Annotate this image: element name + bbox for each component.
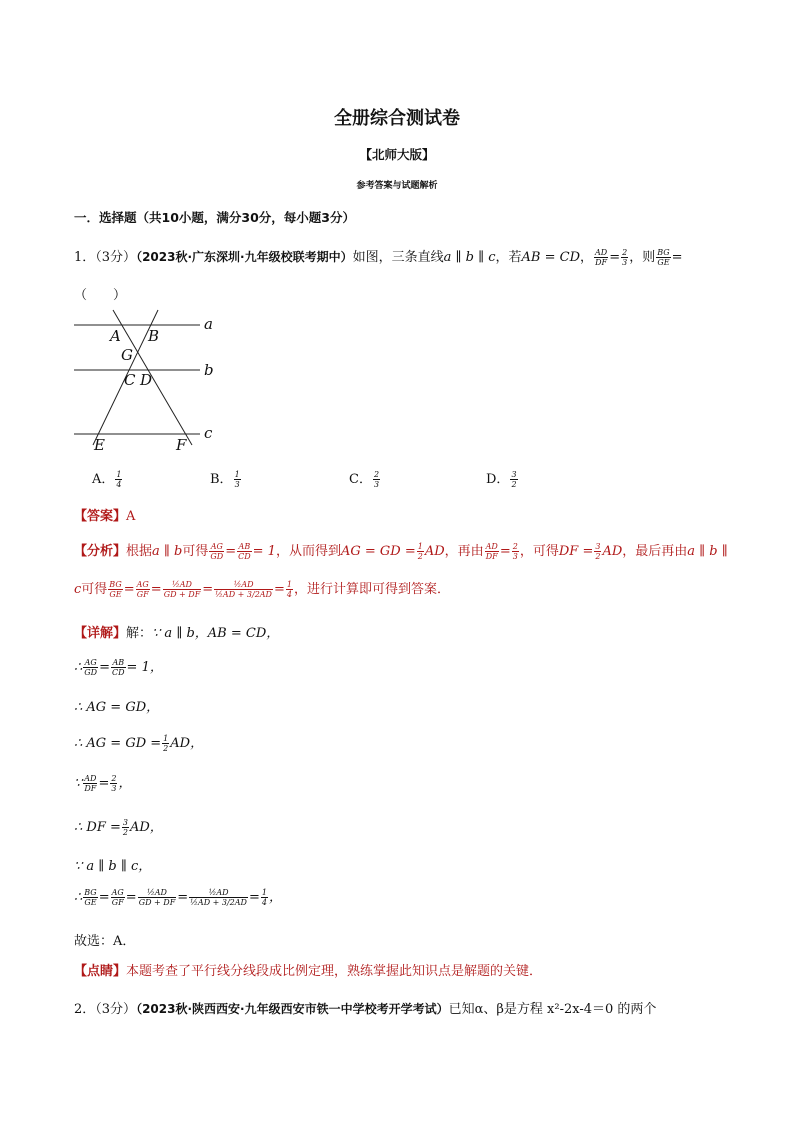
choice-c[interactable]: C． $\frac{2}{3}$ (349, 470, 380, 489)
choice-b[interactable]: B． $\frac{1}{3}$ (210, 470, 240, 489)
answer-tag: 【答案】 (74, 509, 127, 524)
label-A: A (110, 327, 121, 345)
choice-a[interactable]: A． $\frac{1}{4}$ (92, 470, 122, 489)
detail-step-2: ∴ AG = GD， (74, 700, 160, 715)
q1-ask-frac: $\frac{BG}{GE}$ (657, 248, 670, 267)
q1-stem (74, 246, 683, 267)
q1-figure (70, 305, 230, 455)
label-a: a (204, 315, 213, 333)
comment-text: 本题考查了平行线分线段成比例定理，熟练掌握此知识点是解题的关键． (126, 964, 543, 979)
answer-value: A (126, 509, 136, 524)
q1-score: （3分） (95, 250, 137, 265)
q1-number: 1． (74, 250, 96, 265)
choice-d[interactable]: D． $\frac{3}{2}$ (486, 470, 517, 489)
q1-paren: （ ） (74, 288, 127, 303)
q1-given-value: $\frac{2}{3}$ (622, 248, 628, 267)
detail-line-1: 【详解】解：∵ a ∥ b，AB = CD， (74, 626, 280, 641)
q1-source: （2023秋·广东深圳·九年级校联考期中） (136, 250, 353, 264)
q1-stem-c: ，则 (629, 250, 656, 265)
detail-step-7: ∴ $\frac{BG}{GE}$ = $\frac{AG}{GF}$ = $\frac{\text{½AD}}{GD + DF}$ = $\frac{\text{½AD}}{\text{½AD + 3/2AD}}$ = $\frac{1}{4}$ ， (74, 888, 282, 907)
detail-step-3: ∴ AG = GD = $\frac{1}{2}$ AD， (74, 734, 204, 753)
q1-cond1: a ∥ b ∥ c (443, 250, 496, 265)
section-heading: 一．选择题（共10小题，满分30分，每小题3分） (74, 210, 355, 225)
q1-given-eq: = (609, 250, 621, 265)
label-G: G (121, 346, 133, 364)
detail-tag: 【详解】 (74, 626, 127, 641)
analysis-line-1: 【分析】根据a ∥ b可得 $\frac{AG}{GD}$ = $\frac{AB}{CD}$ = 1，从而得到AG = GD = $\frac{1}{2}$ AD，再由 $\frac{AD}{DF}$ = $\frac{2}{3}$ ，可得DF = $\frac{3}{2}$ AD，最后再由a ∥ b ∥ (74, 542, 728, 561)
detail-step-6: ∵ a ∥ b ∥ c， (74, 859, 152, 874)
edition-label: 【北师大版】 (359, 147, 435, 162)
detail-step-5: ∴ DF = $\frac{3}{2}$ AD， (74, 818, 163, 837)
detail-step-4: ∵ $\frac{AD}{DF}$ = $\frac{2}{3}$ ， (74, 774, 132, 793)
answer-row (74, 505, 135, 524)
subtitle: 参考答案与试题解析 (356, 181, 438, 191)
analysis-line-2: c可得 $\frac{BG}{GE}$ = $\frac{AG}{GF}$ = $\frac{\text{½AD}}{GD + DF}$ = $\frac{\text{½AD}}{\text{½AD + 3/2AD}}$ = $\frac{1}{4}$ ，进行计算即可得到答案． (74, 580, 450, 599)
q1-stem-a: 如图，三条直线 (352, 250, 444, 265)
analysis-tag: 【分析】 (74, 544, 127, 559)
label-B: B (148, 327, 160, 345)
page-title: 全册综合测试卷 (334, 108, 460, 129)
label-F: F (176, 436, 187, 454)
comment-row (74, 960, 542, 979)
q1-cond2: AB = CD (521, 250, 580, 265)
comment-tag: 【点睛】 (74, 964, 127, 979)
q1-ask-eq: = (671, 250, 683, 265)
label-D: D (140, 371, 153, 389)
label-C: C (124, 371, 136, 389)
detail-step-1: ∴ $\frac{AG}{GD}$ = $\frac{AB}{CD}$ = 1， (74, 658, 163, 677)
q2-stem: 2．（3分）（2023秋·陕西西安·九年级西安市铁一中学校考开学考试）已知α、β是方程 x²-2x-4＝0 的两个 (74, 1002, 657, 1017)
q1-sep: ， (580, 250, 594, 265)
detail-choose: 故选：A． (74, 934, 136, 949)
label-c: c (204, 424, 213, 442)
q1-given-frac: $\frac{AD}{DF}$ (595, 248, 608, 267)
label-E: E (94, 436, 105, 454)
label-b: b (204, 361, 214, 379)
q1-stem-b: ，若 (495, 250, 522, 265)
